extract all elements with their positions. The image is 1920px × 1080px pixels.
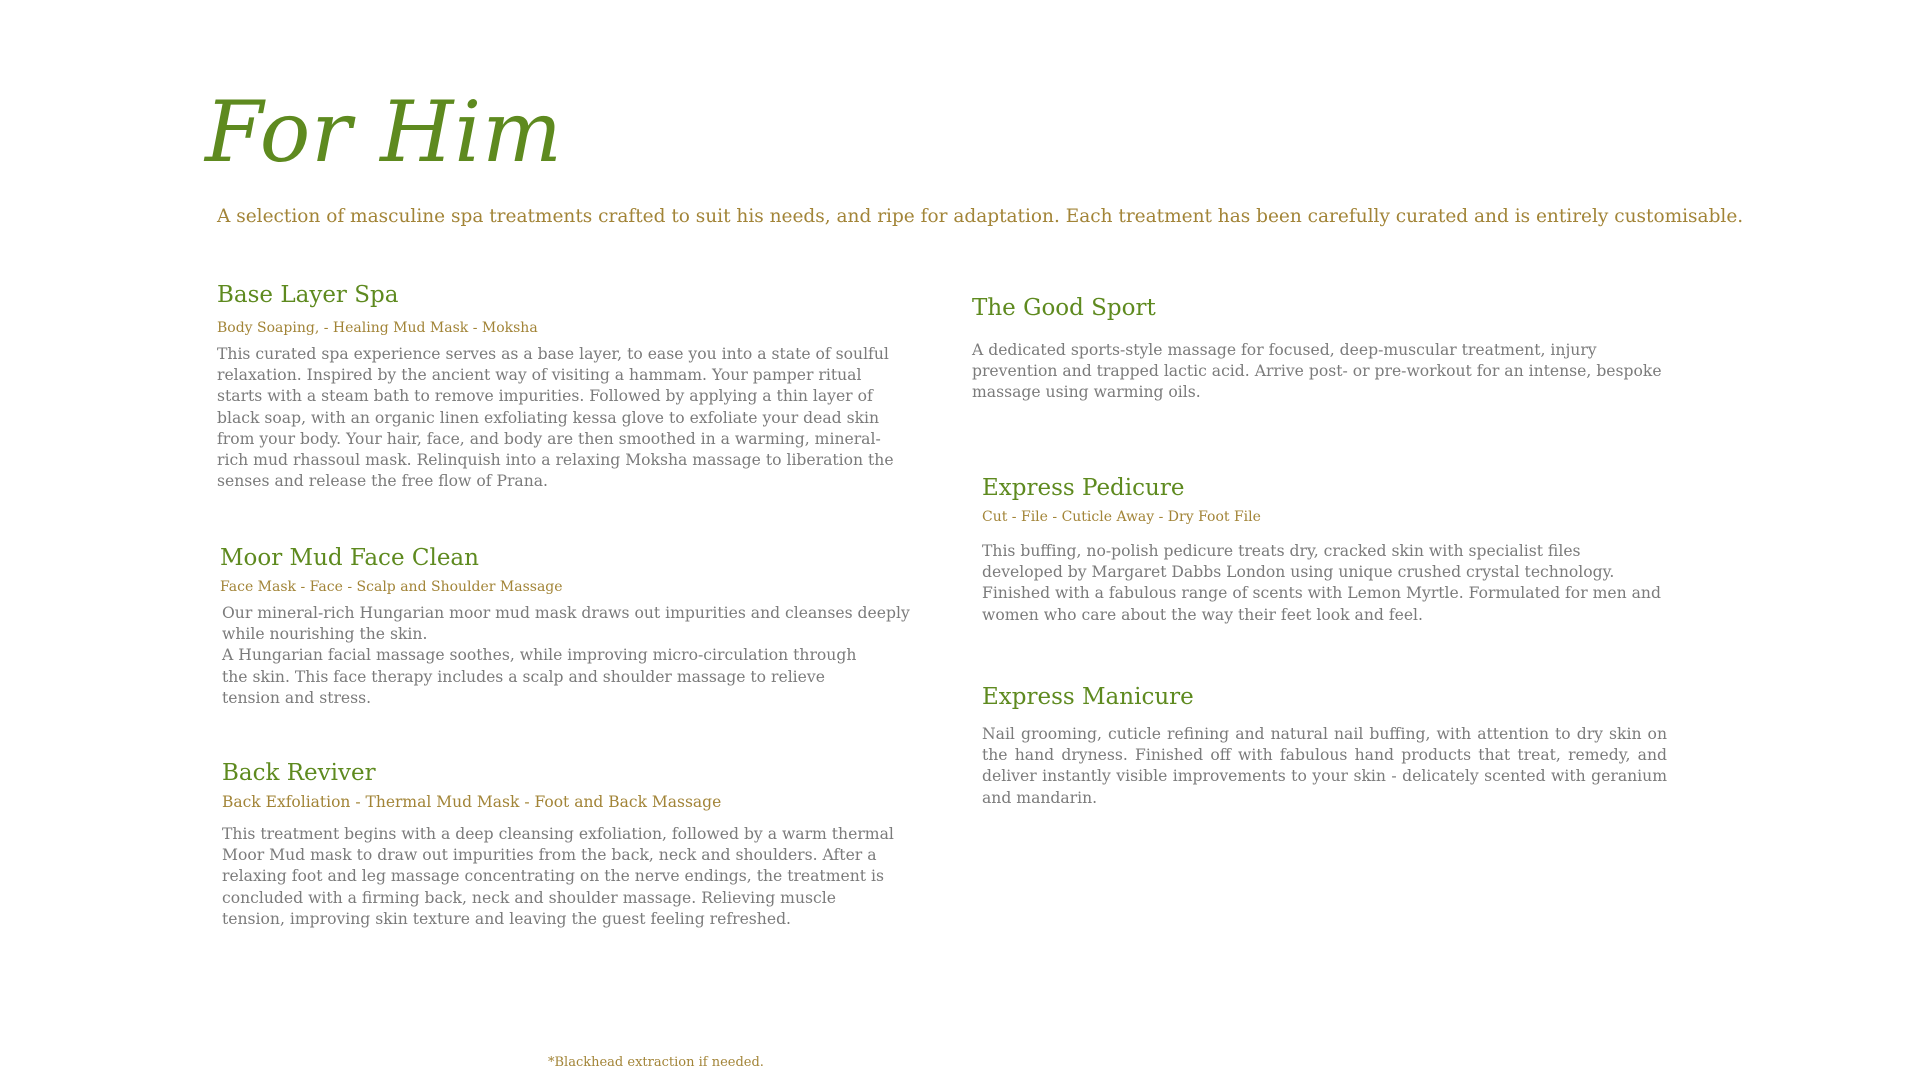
treatment-express-manicure [982, 682, 1667, 809]
treatment-the-good-sport [972, 293, 1672, 404]
treatment-base-layer-spa [217, 280, 897, 492]
treatment-express-pedicure [982, 473, 1682, 626]
treatment-title: Moor Mud Face Clean [220, 545, 479, 571]
treatment-title: Back Reviver [222, 760, 376, 786]
footnote: *Blackhead extraction if needed. [548, 1055, 764, 1070]
treatment-title: Express Manicure [982, 684, 1194, 710]
treatment-moor-mud-face-clean [220, 543, 920, 709]
treatment-title: Express Pedicure [982, 475, 1185, 501]
intro-text: A selection of masculine spa treatments crafted to suit his needs, and ripe for adaptation. Each treatment has been carefully curated and is entirely customisable. [217, 206, 1744, 227]
page-title: For Him [205, 83, 563, 181]
treatment-back-reviver [222, 758, 912, 930]
treatment-subtitle: Back Exfoliation - Thermal Mud Mask - Foot and Back Massage [222, 793, 722, 811]
description-paragraph: Our mineral-rich Hungarian moor mud mask draws out impurities and cleanses deeply while nourishing the skin. [222, 604, 910, 644]
treatment-description: This buffing, no-polish pedicure treats dry, cracked skin with specialist files developed by Margaret Dabbs London using unique crushed crystal technology. Finished with a fabulous range of scents with Lemon Myrtle. Formulated for men and women who care about the way their feet look and feel. [982, 542, 1661, 624]
treatment-description: A dedicated sports-style massage for focused, deep-muscular treatment, injury prevention and trapped lactic acid. Arrive post- or pre-workout for an intense, bespoke massage using warming oils. [972, 341, 1662, 402]
treatment-title: Base Layer Spa [217, 282, 399, 308]
treatment-subtitle: Body Soaping, - Healing Mud Mask - Moksha [217, 320, 538, 336]
treatment-subtitle: Face Mask - Face - Scalp and Shoulder Massage [220, 579, 563, 595]
treatment-description [222, 603, 912, 709]
treatment-subtitle: Cut - File - Cuticle Away - Dry Foot File [982, 509, 1261, 525]
treatment-description: This treatment begins with a deep cleansing exfoliation, followed by a warm thermal Moor Mud mask to draw out impurities from the back, neck and shoulders. After a relaxing foot and leg massage concentrating on the nerve endings, the treatment is concluded with a firming back, neck and shoulder massage. Relieving muscle tension, improving skin texture and leaving the guest feeling refreshed. [222, 825, 894, 928]
treatment-description: Nail grooming, cuticle refining and natural nail buffing, with attention to dry skin on the hand dryness. Finished off with fabulous hand products that treat, remedy, and deliver instantly visible improvements to your skin - delicately scented with geranium and mandarin. [982, 725, 1667, 807]
treatment-description: This curated spa experience serves as a base layer, to ease you into a state of soulful relaxation. Inspired by the ancient way of visiting a hammam. Your pamper ritual starts with a steam bath to remove impurities. Followed by applying a thin layer of black soap, with an organic linen exfoliating kessa glove to exfoliate your dead skin from your body. Your hair, face, and body are then smoothed in a warming, mineral-rich mud rhassoul mask. Relinquish into a relaxing Moksha massage to liberation the senses and release the free flow of Prana. [217, 345, 894, 491]
treatment-title: The Good Sport [972, 295, 1156, 321]
description-paragraph: A Hungarian facial massage soothes, while improving micro-circulation through the skin. This face therapy includes a scalp and shoulder massage to relieve tension and stress. [222, 646, 857, 707]
